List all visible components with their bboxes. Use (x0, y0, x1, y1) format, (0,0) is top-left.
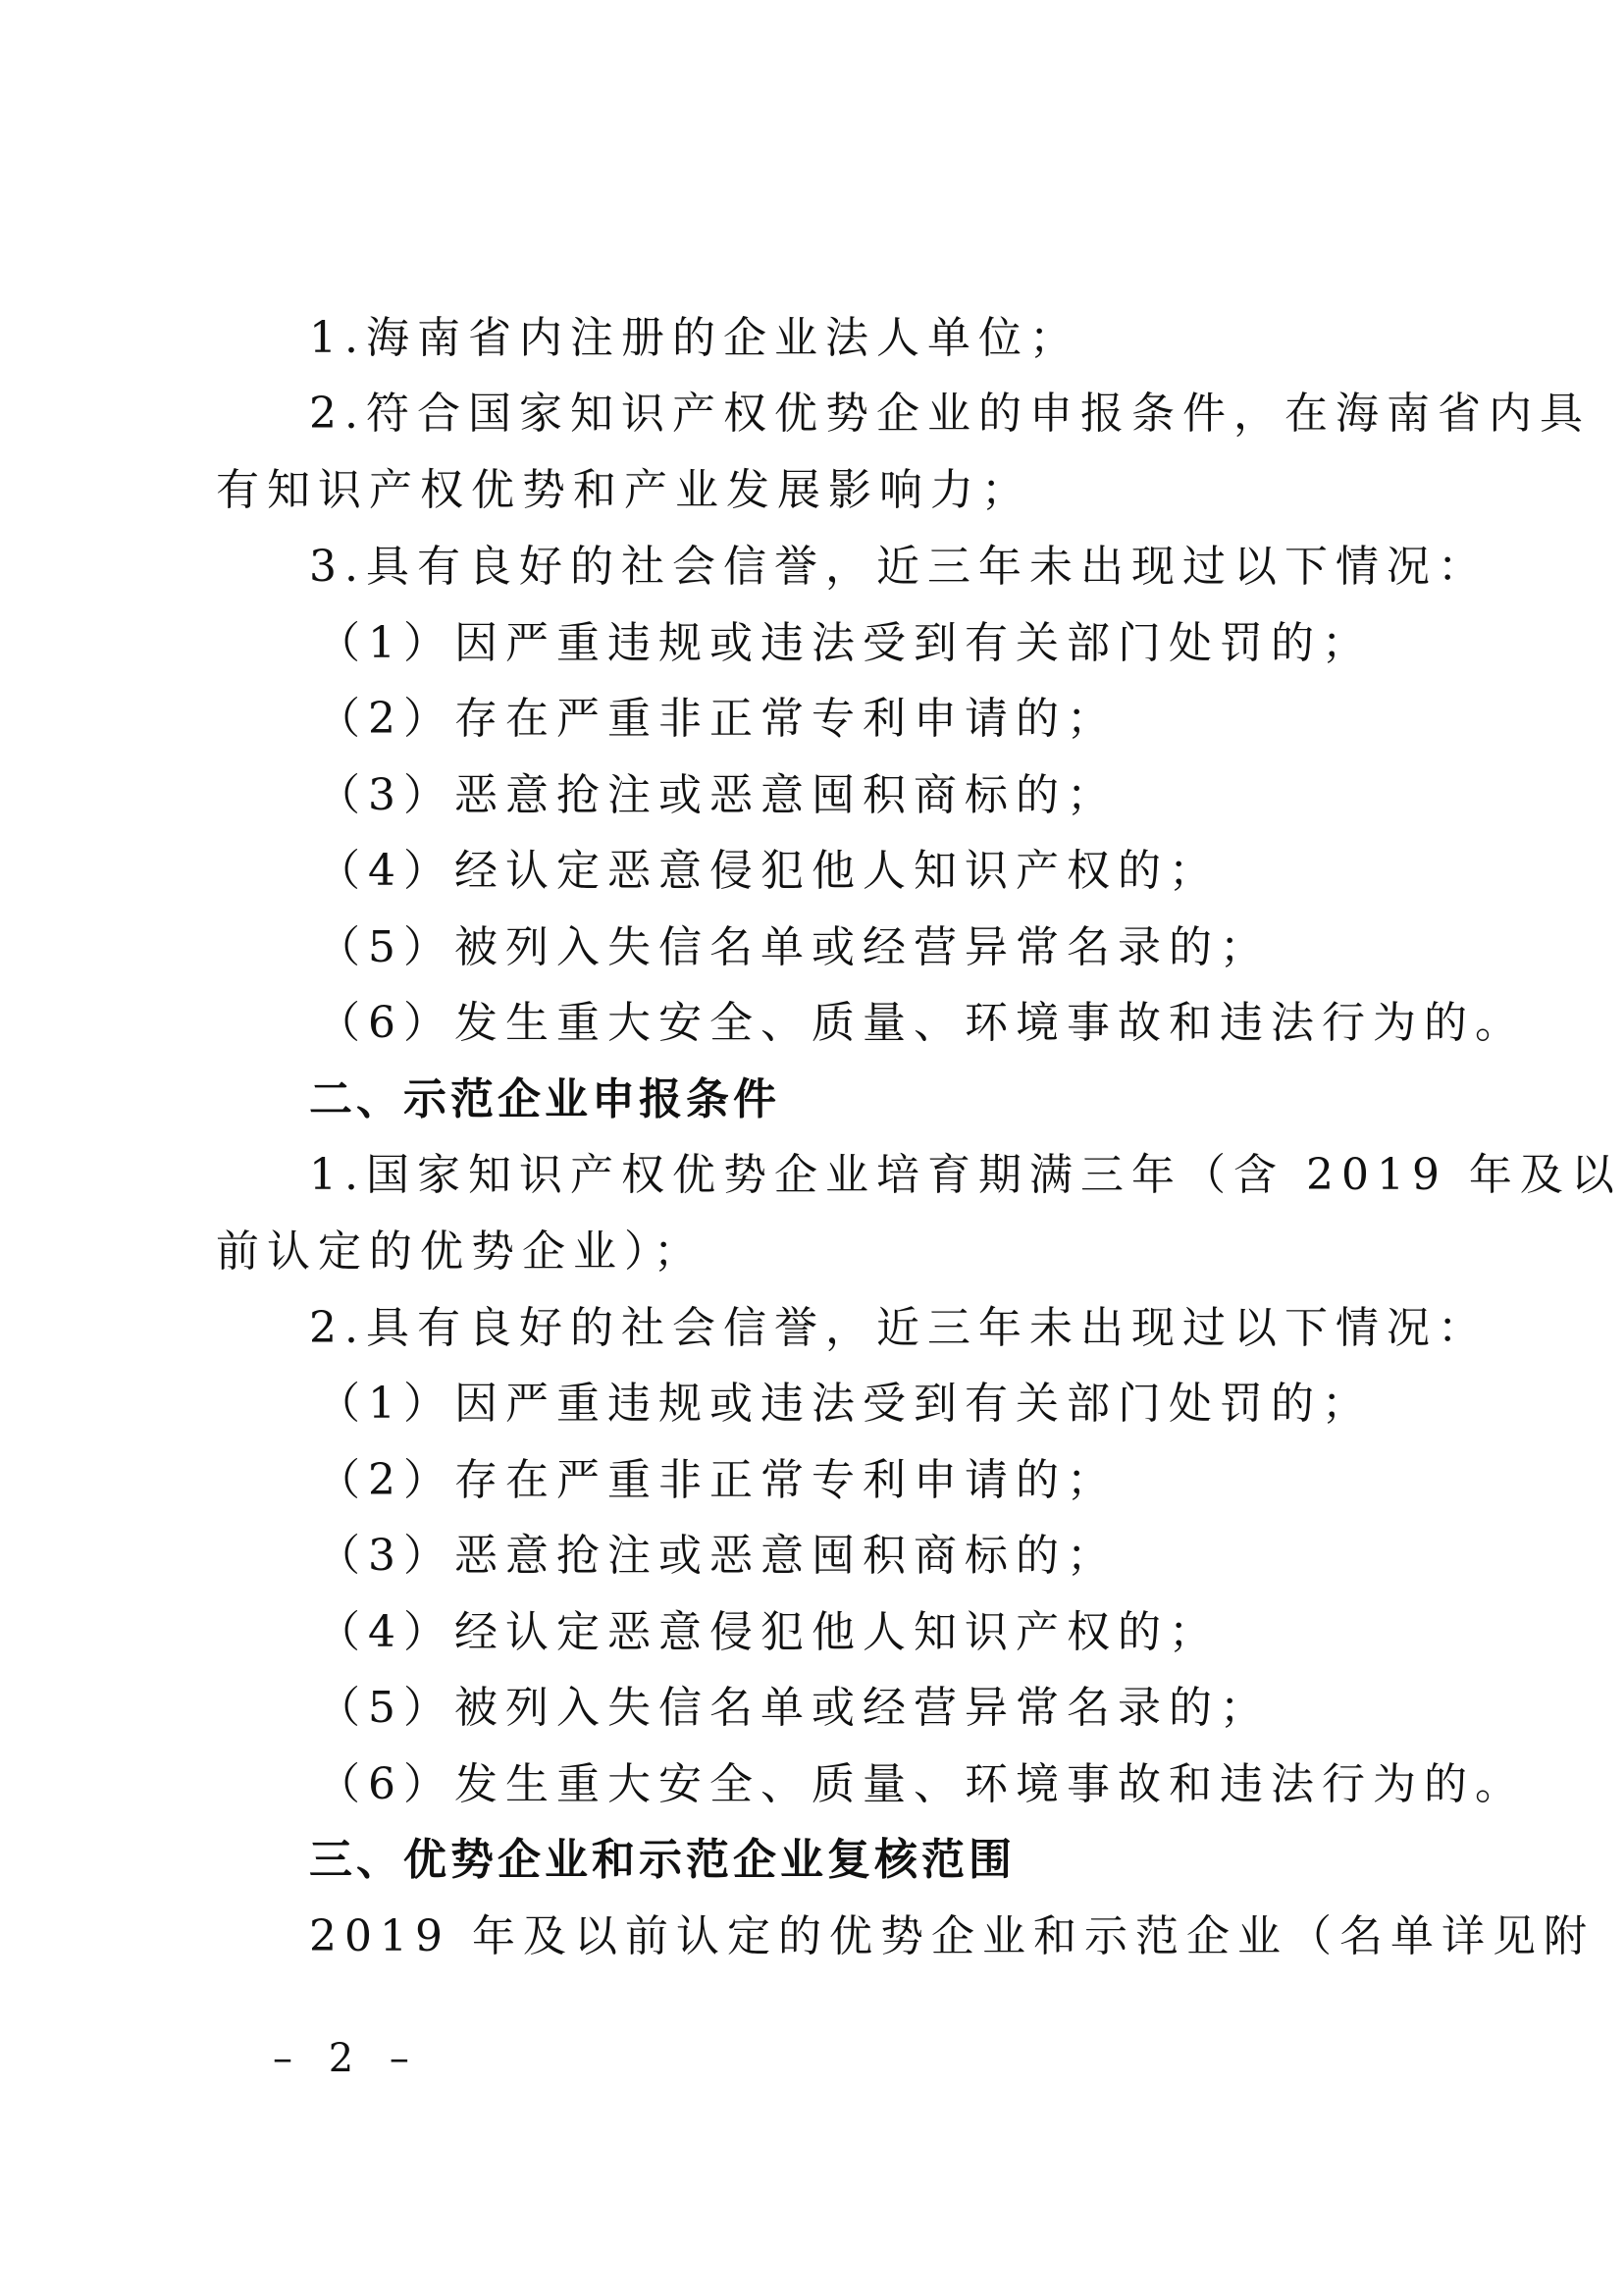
paragraph-line: 1.海南省内注册的企业法人单位； (309, 313, 1080, 363)
list-item: （4）经认定恶意侵犯他人知识产权的； (317, 846, 1220, 896)
list-item: （6）发生重大安全、质量、环境事故和违法行为的。 (317, 998, 1526, 1048)
list-item: （6）发生重大安全、质量、环境事故和违法行为的。 (317, 1759, 1526, 1809)
paragraph-line: 1.国家知识产权优势企业培育期满三年（含 2019 年及以 (309, 1150, 1622, 1200)
paragraph-line: 3.具有良好的社会信誉，近三年未出现过以下情况： (309, 542, 1489, 592)
paragraph-line: 2.具有良好的社会信誉，近三年未出现过以下情况： (309, 1303, 1489, 1353)
page-number: – 2 – (273, 2036, 421, 2081)
paragraph-line: 2.符合国家知识产权优势企业的申报条件，在海南省内具 (309, 389, 1591, 439)
list-item: （5）被列入失信名单或经营异常名录的； (317, 1683, 1271, 1733)
list-item: （3）恶意抢注或恶意囤积商标的； (317, 1531, 1118, 1581)
list-item: （3）恶意抢注或恶意囤积商标的； (317, 770, 1118, 820)
list-item: （4）经认定恶意侵犯他人知识产权的； (317, 1607, 1220, 1657)
list-item: （2）存在严重非正常专利申请的； (317, 1455, 1118, 1505)
paragraph-line: 有知识产权优势和产业发展影响力； (216, 465, 1032, 515)
list-item: （1）因严重违规或违法受到有关部门处罚的； (317, 1379, 1373, 1429)
list-item: （1）因严重违规或违法受到有关部门处罚的； (317, 618, 1373, 668)
list-item: （2）存在严重非正常专利申请的； (317, 694, 1118, 744)
list-item: （5）被列入失信名单或经营异常名录的； (317, 922, 1271, 972)
section-heading: 二、示范企业申报条件 (309, 1074, 780, 1124)
section-heading: 三、优势企业和示范企业复核范围 (309, 1835, 1016, 1885)
paragraph-line: 2019 年及以前认定的优势企业和示范企业（名单详见附 (309, 1911, 1595, 1961)
paragraph-line: 前认定的优势企业）； (216, 1226, 705, 1277)
